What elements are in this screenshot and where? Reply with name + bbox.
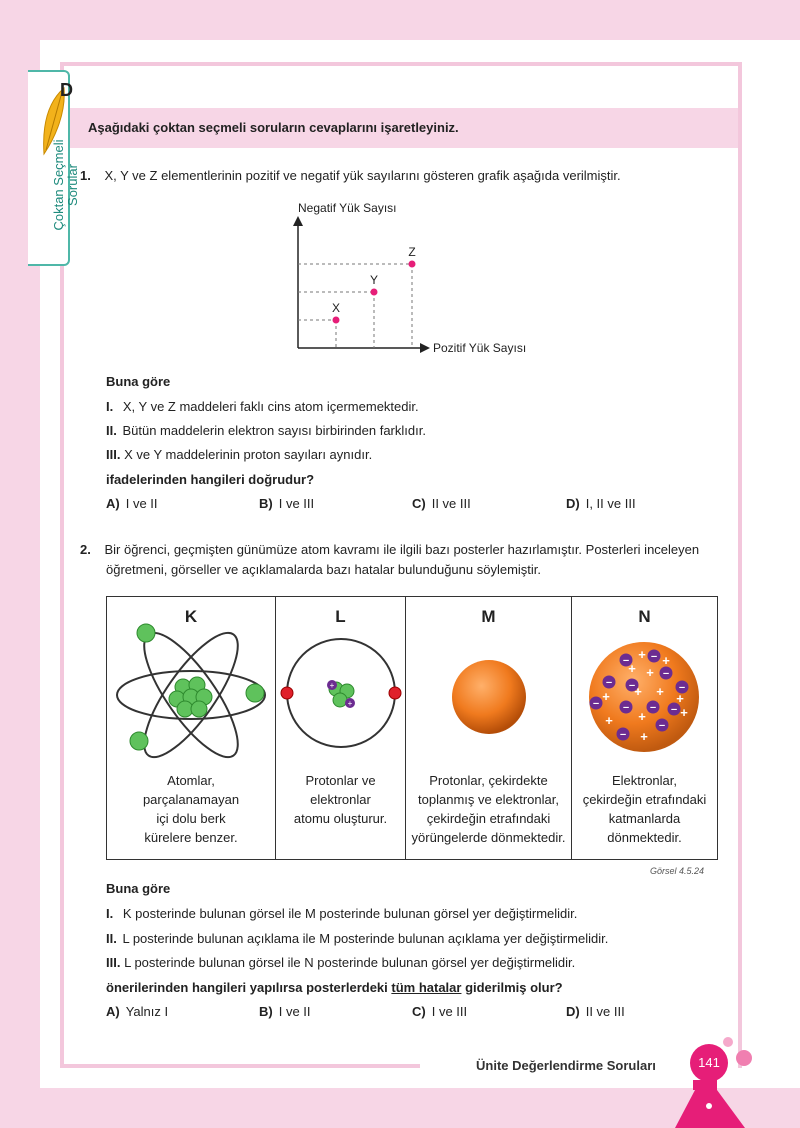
q1-item-1 (106, 397, 419, 417)
figure-caption: Görsel 4.5.24 (650, 866, 705, 876)
svg-text:+: + (329, 681, 335, 690)
svg-text:+: + (347, 699, 353, 708)
q1-option-a-text: I ve II (125, 496, 158, 511)
poster-m-desc-line: Protonlar, çekirdekte (429, 773, 548, 788)
q1-item-1-text: X, Y ve Z maddeleri faklı cins atom içermemektedir. (122, 399, 419, 414)
poster-m (406, 597, 572, 859)
point-y (371, 289, 378, 296)
proton-mark: + (628, 661, 636, 676)
proton-mark: + (640, 729, 648, 744)
q1-item-2-num: II. (106, 423, 117, 438)
poster-n-desc-line: katmanlarda (608, 811, 681, 826)
tab-title-line1: Çoktan Seçmeli (51, 139, 66, 231)
svg-text:–: – (658, 719, 666, 732)
svg-text:–: – (670, 703, 678, 716)
q2-option-d-text: II ve III (585, 1004, 625, 1019)
q1-number: 1. (80, 168, 91, 183)
poster-n-plum-pudding-image (572, 637, 717, 767)
bottom-rule (60, 1064, 420, 1068)
poster-table (106, 596, 718, 860)
q2-stem-line1: Bir öğrenci, geçmişten günümüze atom kavramı ile ilgili bazı posterler hazırlamıştır. Posterleri inceleyen (104, 542, 700, 557)
poster-n (572, 597, 717, 859)
q1-item-2 (106, 421, 426, 441)
y-axis-label: Negatif Yük Sayısı (298, 201, 397, 215)
q1-item-1-num: I. (106, 399, 114, 414)
q2-option-a-text: Yalnız I (125, 1004, 169, 1019)
svg-text:–: – (592, 697, 600, 710)
q2-option-b[interactable] (259, 1004, 311, 1019)
svg-text:–: – (650, 650, 658, 663)
proton-mark: + (638, 647, 646, 662)
poster-m-desc-line: çekirdeğin etrafındaki (426, 811, 551, 826)
poster-k-title: K (184, 607, 198, 626)
q1-option-b-text: I ve III (278, 496, 315, 511)
point-label-y: Y (369, 273, 379, 287)
q1-option-d-text: I, II ve III (585, 496, 636, 511)
q2-item-2-text: L posterinde bulunan açıklama ile M posterinde bulunan açıklama yer değiştirmelidir. (122, 931, 609, 946)
q2-stem-line2: öğretmeni, görseller ve açıklamalarda bazı hatalar bulunduğunu söylemiştir. (106, 562, 542, 577)
q2-lead-text: Buna göre (106, 881, 171, 896)
svg-text:–: – (622, 701, 630, 714)
poster-k-atom-image (107, 623, 276, 771)
q2-option-b-text: I ve II (278, 1004, 311, 1019)
proton-mark: + (680, 705, 688, 720)
x-axis-label: Pozitif Yük Sayısı (433, 341, 527, 355)
decorative-dots (722, 1034, 758, 1074)
svg-text:–: – (619, 728, 627, 741)
q1-option-c-letter: C) (412, 496, 426, 511)
q1-option-a-letter: A) (106, 496, 120, 511)
point-x (333, 317, 340, 324)
poster-l-desc-line: atomu oluşturur. (293, 811, 388, 826)
svg-text:–: – (649, 701, 657, 714)
q2-option-a-letter: A) (106, 1004, 120, 1019)
poster-n-desc-line: dönmektedir. (607, 830, 682, 845)
q2-question-emphasis: tüm hatalar (391, 980, 462, 995)
q1-lead-text: Buna göre (106, 374, 171, 389)
q1-option-b-letter: B) (259, 496, 273, 511)
q1-option-c[interactable] (412, 496, 471, 511)
q1-item-3-text: X ve Y maddelerinin proton sayıları aynıdır. (124, 447, 373, 462)
q1-item-2-text: Bütün maddelerin elektron sayısı birbirinden farklıdır. (122, 423, 426, 438)
poster-l (276, 597, 406, 859)
q1-option-d-letter: D) (566, 496, 580, 511)
poster-k-desc-line: içi dolu berk (156, 811, 226, 826)
q2-option-d-letter: D) (566, 1004, 580, 1019)
nucleus (169, 677, 212, 717)
q2-option-d[interactable] (566, 1004, 625, 1019)
tab-title-line2: Sorular (65, 164, 80, 206)
q2-option-b-letter: B) (259, 1004, 273, 1019)
svg-text:–: – (622, 654, 630, 667)
q2-item-3-num: III. (106, 955, 121, 970)
flask-icon (665, 1080, 755, 1128)
q2-item-1 (106, 904, 577, 924)
poster-m-title: M (481, 607, 496, 626)
charge-chart (270, 198, 550, 360)
poster-k-desc (107, 771, 275, 847)
poster-m-desc (406, 771, 571, 847)
svg-text:–: – (662, 667, 670, 680)
q2-item-3-text: L posterinde bulunan görsel ile N posterinde bulunan görsel yer değiştirmelidir. (124, 955, 576, 970)
q2-option-c[interactable] (412, 1004, 467, 1019)
poster-m-desc-line: yörüngelerde dönmektedir. (411, 830, 566, 845)
proton-mark: + (646, 665, 654, 680)
q2-item-1-text: K posterinde bulunan görsel ile M posterinde bulunan görsel yer değiştirmelidir. (122, 906, 578, 921)
q1-question-text: ifadelerinden hangileri doğrudur? (106, 472, 315, 487)
poster-k-desc-line: parçalanamayan (142, 792, 240, 807)
poster-n-desc (572, 771, 717, 847)
q2-item-1-num: I. (106, 906, 114, 921)
poster-k-desc-line: kürelere benzer. (144, 830, 238, 845)
q1-option-b[interactable] (259, 496, 314, 511)
poster-l-desc-line: elektronlar (310, 792, 371, 807)
point-label-z: Z (408, 245, 416, 259)
svg-text:–: – (605, 676, 613, 689)
poster-m-sphere-image (406, 647, 572, 757)
q2-option-a[interactable] (106, 1004, 168, 1019)
q1-option-d[interactable] (566, 496, 636, 511)
instruction-text: Aşağıdaki çoktan seçmeli soruların cevaplarını işaretleyiniz. (88, 120, 459, 135)
poster-l-desc-line: Protonlar ve (305, 773, 376, 788)
q2-number: 2. (80, 542, 91, 557)
point-label-x: X (331, 301, 341, 315)
q2-question (106, 978, 563, 998)
proton-mark: + (676, 691, 684, 706)
q1-item-3-num: III. (106, 447, 121, 462)
poster-k (107, 597, 276, 859)
proton-mark: + (602, 689, 610, 704)
tab-title (52, 130, 80, 240)
poster-m-desc-line: toplanmış ve elektronlar, (418, 792, 559, 807)
y-axis-arrow (293, 216, 303, 226)
svg-text:–: – (678, 681, 686, 694)
poster-n-title: N (638, 607, 651, 626)
q1-lead (106, 372, 170, 392)
poster-n-desc-line: Elektronlar, (611, 773, 678, 788)
q1-item-3 (106, 445, 372, 465)
q1-stem-row (80, 166, 621, 186)
poster-l-desc (276, 771, 405, 828)
q1-question (106, 470, 314, 490)
poster-l-atom-image (276, 633, 406, 763)
q1-option-c-text: II ve III (431, 496, 471, 511)
q2-stem-row-1 (80, 540, 699, 560)
page-number: 141 (690, 1044, 728, 1082)
x-axis-arrow (420, 343, 430, 353)
footer-title: Ünite Değerlendirme Soruları (476, 1058, 656, 1073)
q1-option-a[interactable] (106, 496, 158, 511)
proton-mark: + (634, 684, 642, 699)
poster-l-title: L (335, 607, 346, 626)
point-z (409, 261, 416, 268)
q2-option-c-text: I ve III (431, 1004, 468, 1019)
tab-letter: D (60, 80, 73, 100)
poster-k-desc-line: Atomlar, (167, 773, 215, 788)
q2-question-pre: önerilerinden hangileri yapılırsa posterlerdeki (106, 980, 392, 995)
q2-item-3 (106, 953, 575, 973)
q2-option-c-letter: C) (412, 1004, 426, 1019)
proton-mark: + (656, 684, 664, 699)
proton-mark: + (638, 709, 646, 724)
svg-text:–: – (628, 679, 636, 692)
proton-mark: + (662, 653, 670, 668)
q1-stem: X, Y ve Z elementlerinin pozitif ve negatif yük sayılarını gösteren grafik aşağıda verilmiştir. (104, 168, 621, 183)
q2-lead (106, 879, 170, 899)
q2-item-2 (106, 929, 608, 949)
q2-item-2-num: II. (106, 931, 117, 946)
q2-question-post: giderilmiş olur? (461, 980, 563, 995)
proton-mark: + (605, 713, 613, 728)
poster-n-desc-line: çekirdeğin etrafındaki (582, 792, 707, 807)
